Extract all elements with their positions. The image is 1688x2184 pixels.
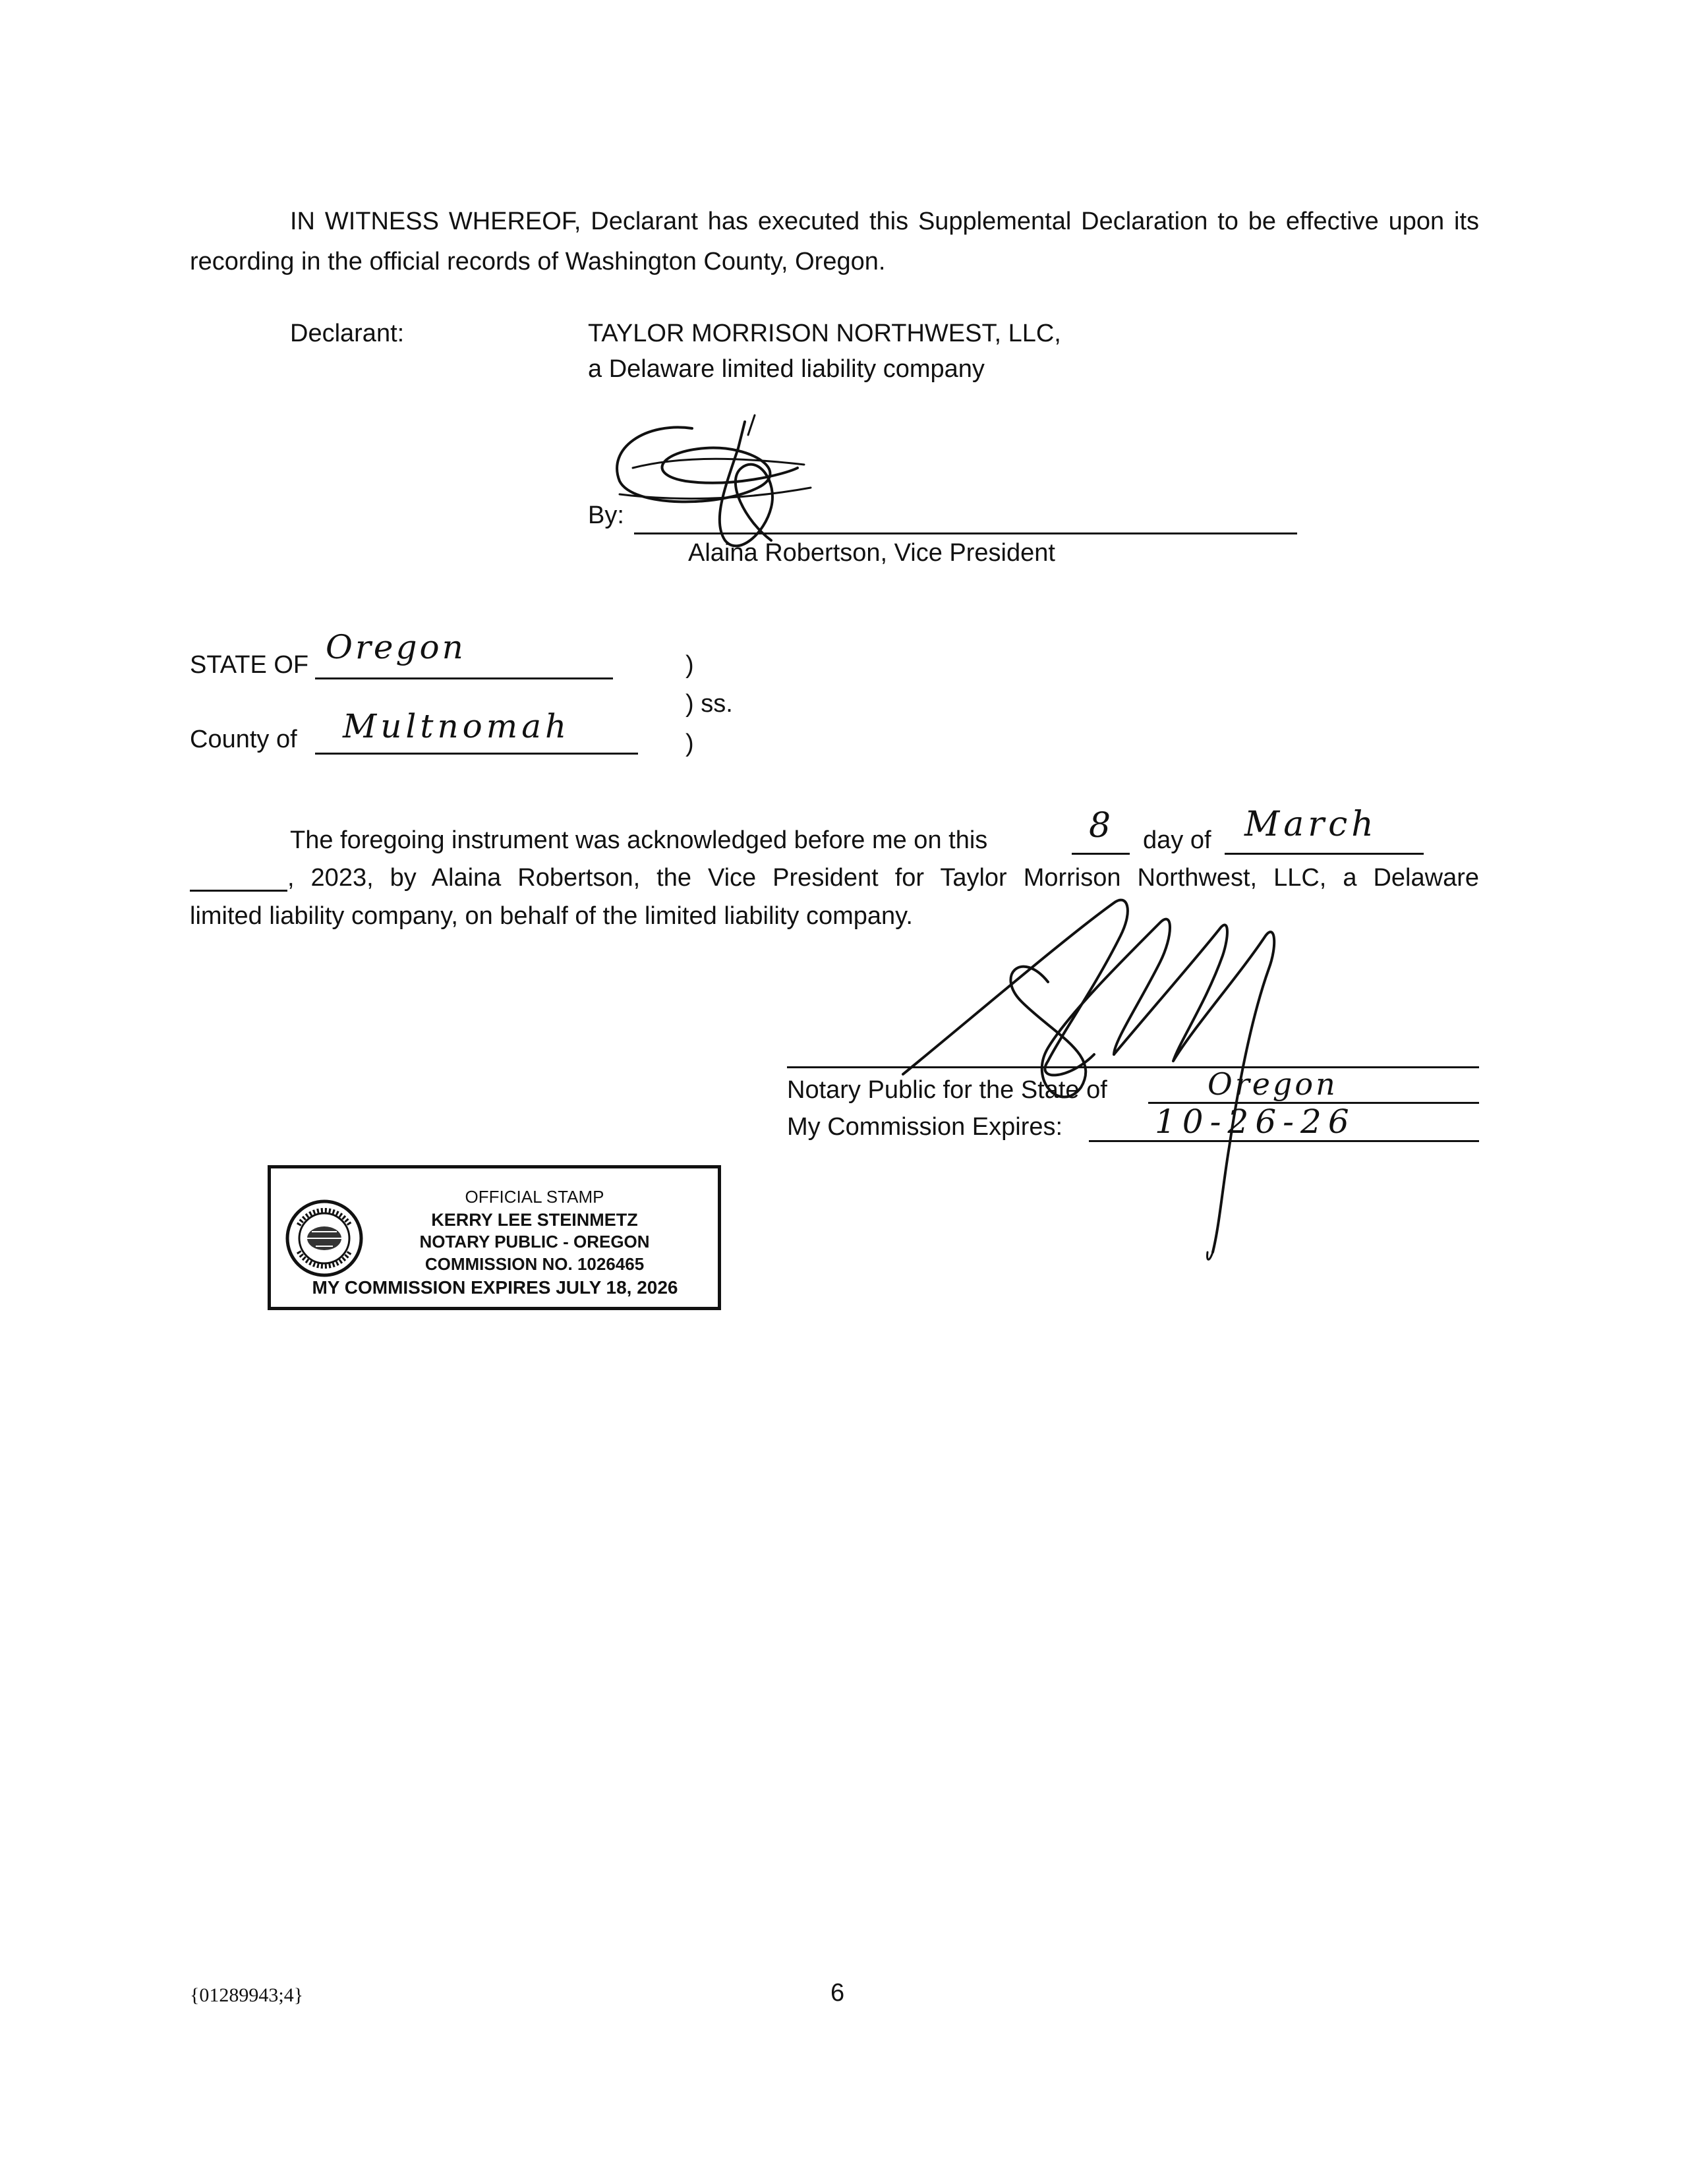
county-line [315,753,638,755]
county-value: Multnomah [343,707,571,745]
ack-text-1: The foregoing instrument was acknowledged before me on this [290,826,988,854]
stamp-expiration: MY COMMISSION EXPIRES JULY 18, 2026 [312,1277,678,1298]
company-name: TAYLOR MORRISON NORTHWEST, LLC, [588,320,1061,347]
oregon-seal-icon [285,1186,363,1291]
notary-state-label: Notary Public for the State of [787,1076,1107,1104]
paren-bottom: ) [685,730,694,757]
stamp-notary-public: NOTARY PUBLIC - OREGON [419,1232,650,1251]
commission-label: My Commission Expires: [787,1113,1063,1141]
ack-month-value: March [1244,805,1378,844]
ack-text-2: day of [1143,826,1211,854]
ss-mark: ) ss. [685,690,733,718]
notary-stamp [268,1165,721,1310]
ack-text-3: , 2023, by Alaina Robertson, the Vice President for Taylor Morrison Northwest, LLC, a Delaware [287,864,1479,892]
page-number: 6 [830,1979,845,2007]
ack-day-value: 8 [1089,806,1111,846]
stamp-commission-no: COMMISSION NO. 1026465 [424,1254,645,1274]
by-label: By: [588,502,624,529]
ack-text-4: limited liability company, on behalf of the limited liability company. [190,902,913,930]
stamp-title: OFFICIAL STAMP [465,1187,604,1207]
notary-state-value: Oregon [1208,1066,1338,1102]
month-line [1225,853,1424,855]
company-description: a Delaware limited liability company [588,355,985,383]
day-line [1072,853,1130,855]
year-blank-line [190,890,287,892]
declarant-label: Declarant: [290,320,405,347]
declarant-signature [593,409,830,567]
county-label: County of [190,726,297,753]
state-value: Oregon [326,628,466,666]
state-label: STATE OF [190,651,309,679]
paren-top: ) [685,651,694,679]
stamp-notary-name: KERRY LEE STEINMETZ [431,1210,638,1230]
signer-name-title: Alaina Robertson, Vice President [688,539,1055,567]
notary-signature [896,883,1345,1279]
witness-paragraph: IN WITNESS WHEREOF, Declarant has executed this Supplemental Declaration to be effective upon its recording in the official records of Washington County, Oregon. [190,208,1479,275]
commission-value: 10-26-26 [1155,1103,1356,1141]
document-id: {01289943;4} [190,1984,304,2006]
state-line [315,677,613,679]
